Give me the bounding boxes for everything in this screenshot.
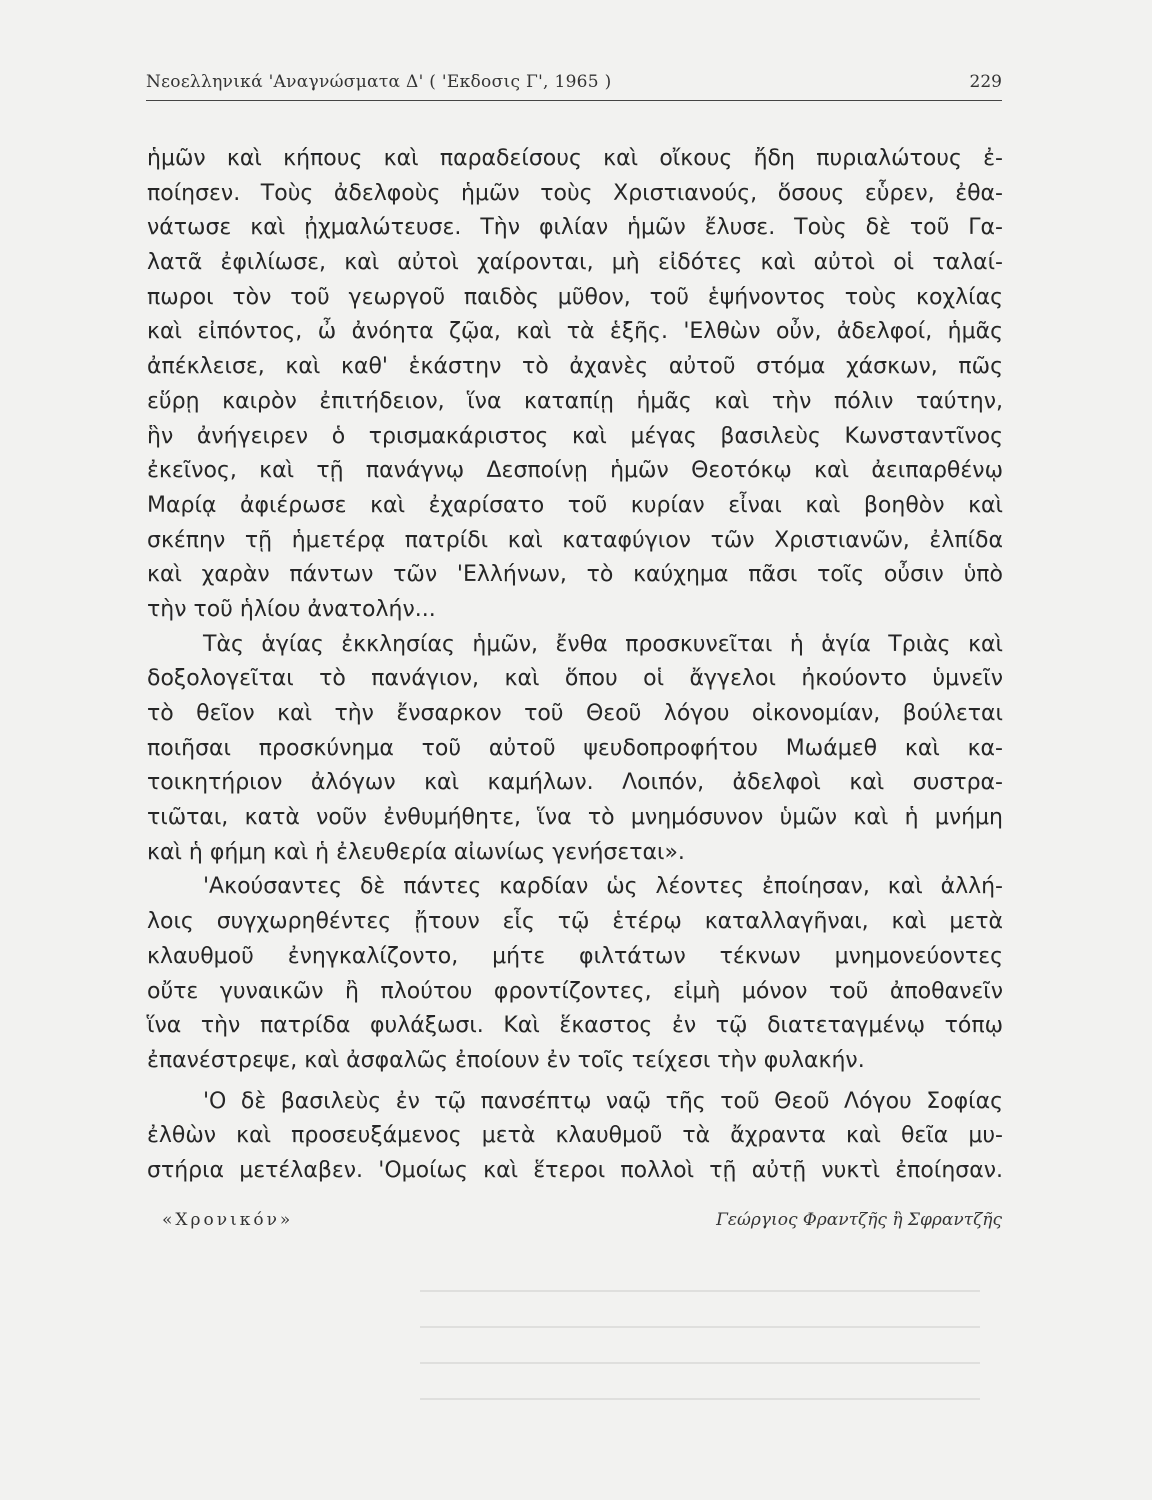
text-line: οὔτε γυναικῶν ἢ πλούτου φροντίζοντες, εἰμὴ μόνον τοῦ ἀποθανεῖν [147, 978, 1003, 1004]
text-line: ἐπανέστρεψε, καὶ ἀσφαλῶς ἐποίουν ἐν τοῖς τείχεσι τὴν φυλακήν. [147, 1047, 865, 1073]
text-line: στήρια μετέλαβεν. 'Ομοίως καὶ ἕτεροι πολλοὶ τῇ αὐτῇ νυκτὶ ἐποίησαν. [147, 1157, 1003, 1183]
text-line: ἣν ἀνήγειρεν ὁ τρισμακάριστος καὶ μέγας βασιλεὺς Κωνσταντῖνος [147, 423, 1003, 449]
text-line: νάτωσε καὶ ᾐχμαλώτευσε. Τὴν φιλίαν ἡμῶν ἔλυσε. Τοὺς δὲ τοῦ Γα- [147, 215, 1003, 241]
text-line: εὕρῃ καιρὸν ἐπιτήδειον, ἵνα καταπίῃ ἡμᾶς καὶ τὴν πόλιν ταύτην, [147, 388, 1003, 414]
text-line: Τὰς ἁγίας ἐκκλησίας ἡμῶν, ἔνθα προσκυνεῖται ἡ ἁγία Τριὰς καὶ [203, 631, 1003, 657]
author-name: Γεώργιος Φραντζῆς ἢ Σφραντζῆς [716, 1210, 1002, 1230]
text-line: ἐκεῖνος, καὶ τῇ πανάγνῳ Δεσποίνῃ ἡμῶν Θεοτόκῳ καὶ ἀειπαρθένῳ [147, 458, 1003, 484]
text-line: τιῶται, κατὰ νοῦν ἐνθυμήθητε, ἵνα τὸ μνημόσυνον ὑμῶν καὶ ἡ μνήμη [147, 805, 1003, 831]
text-line: σκέπην τῇ ἡμετέρᾳ πατρίδι καὶ καταφύγιον τῶν Χριστιανῶν, ἐλπίδα [147, 527, 1003, 553]
text-line: καὶ χαρὰν πάντων τῶν 'Ελλήνων, τὸ καύχημα πᾶσι τοῖς οὖσιν ὑπὸ [147, 562, 1003, 588]
text-line: τοικητήριον ἀλόγων καὶ καμήλων. Λοιπόν, ἀδελφοὶ καὶ συστρα- [147, 770, 1003, 796]
text-line: δοξολογεῖται τὸ πανάγιον, καὶ ὅπου οἱ ἄγγελοι ἠκούοντο ὑμνεῖν [147, 666, 1003, 692]
text-line: ἐλθὼν καὶ προσευξάμενος μετὰ κλαυθμοῦ τὰ ἄχραντα καὶ θεῖα μυ- [147, 1123, 1003, 1149]
text-line: πωροι τὸν τοῦ γεωργοῦ παιδὸς μῦθον, τοῦ ἑψήνοντος τοὺς κοχλίας [147, 284, 1003, 310]
text-line: λατᾶ ἐφιλίωσε, καὶ αὐτοὶ χαίρονται, μὴ εἰδότες καὶ αὐτοὶ οἱ ταλαί- [147, 250, 1003, 276]
text-line: ἀπέκλεισε, καὶ καθ' ἑκάστην τὸ ἀχανὲς αὐτοῦ στόμα χάσκων, πῶς [147, 354, 1003, 380]
body-text [147, 142, 1003, 1189]
page-header [146, 72, 1002, 101]
text-line: ποίησεν. Τοὺς ἀδελφοὺς ἡμῶν τοὺς Χριστιανούς, ὅσους εὗρεν, ἐθα- [147, 180, 1003, 206]
text-line: 'Ακούσαντες δὲ πάντες καρδίαν ὡς λέοντες ἐποίησαν, καὶ ἀλλή- [203, 874, 1003, 900]
text-line: Μαρίᾳ ἀφιέρωσε καὶ ἐχαρίσατο τοῦ κυρίαν εἶναι καὶ βοηθὸν καὶ [147, 492, 1003, 518]
text-line: ποιῆσαι προσκύνημα τοῦ αὐτοῦ ψευδοπροφήτου Μωάμεθ καὶ κα- [147, 735, 1003, 761]
text-line: τὴν τοῦ ἡλίου ἀνατολήν... [147, 596, 436, 622]
page-number: 229 [969, 72, 1002, 92]
text-line: τὸ θεῖον καὶ τὴν ἔνσαρκον τοῦ Θεοῦ λόγου οἰκονομίαν, βούλεται [147, 701, 1003, 726]
text-line: 'Ο δὲ βασιλεὺς ἐν τῷ πανσέπτῳ ναῷ τῆς τοῦ Θεοῦ Λόγου Σοφίας [203, 1088, 1003, 1114]
source-title: «Χρονικόν» [162, 1210, 294, 1230]
text-line: λοις συγχωρηθέντες ᾔτουν εἷς τῷ ἑτέρῳ καταλλαγῆναι, καὶ μετὰ [147, 909, 1003, 935]
bleed-through-texture [420, 1290, 980, 1400]
running-head: Νεοελληνικά 'Αναγνώσματα Δ' ( 'Εκδοσις Γ', 1965 ) [146, 72, 612, 92]
text-line: ἡμῶν καὶ κήπους καὶ παραδείσους καὶ οἴκους ἤδη πυριαλώτους ἐ- [147, 146, 1003, 171]
text-line: καὶ εἰπόντος, ὦ ἀνόητα ζῷα, καὶ τὰ ἑξῆς. 'Ελθὼν οὖν, ἀδελφοί, ἡμᾶς [147, 319, 1003, 345]
text-line: κλαυθμοῦ ἐνηγκαλίζοντο, μήτε φιλτάτων τέκνων μνημονεύοντες [147, 943, 1003, 969]
text-line: ἵνα τὴν πατρίδα φυλάξωσι. Καὶ ἕκαστος ἐν τῷ διατεταγμένῳ τόπῳ [147, 1013, 1003, 1039]
attribution [162, 1210, 1002, 1240]
text-line: καὶ ἡ φήμη καὶ ἡ ἐλευθερία αἰωνίως γενήσεται». [147, 839, 685, 865]
